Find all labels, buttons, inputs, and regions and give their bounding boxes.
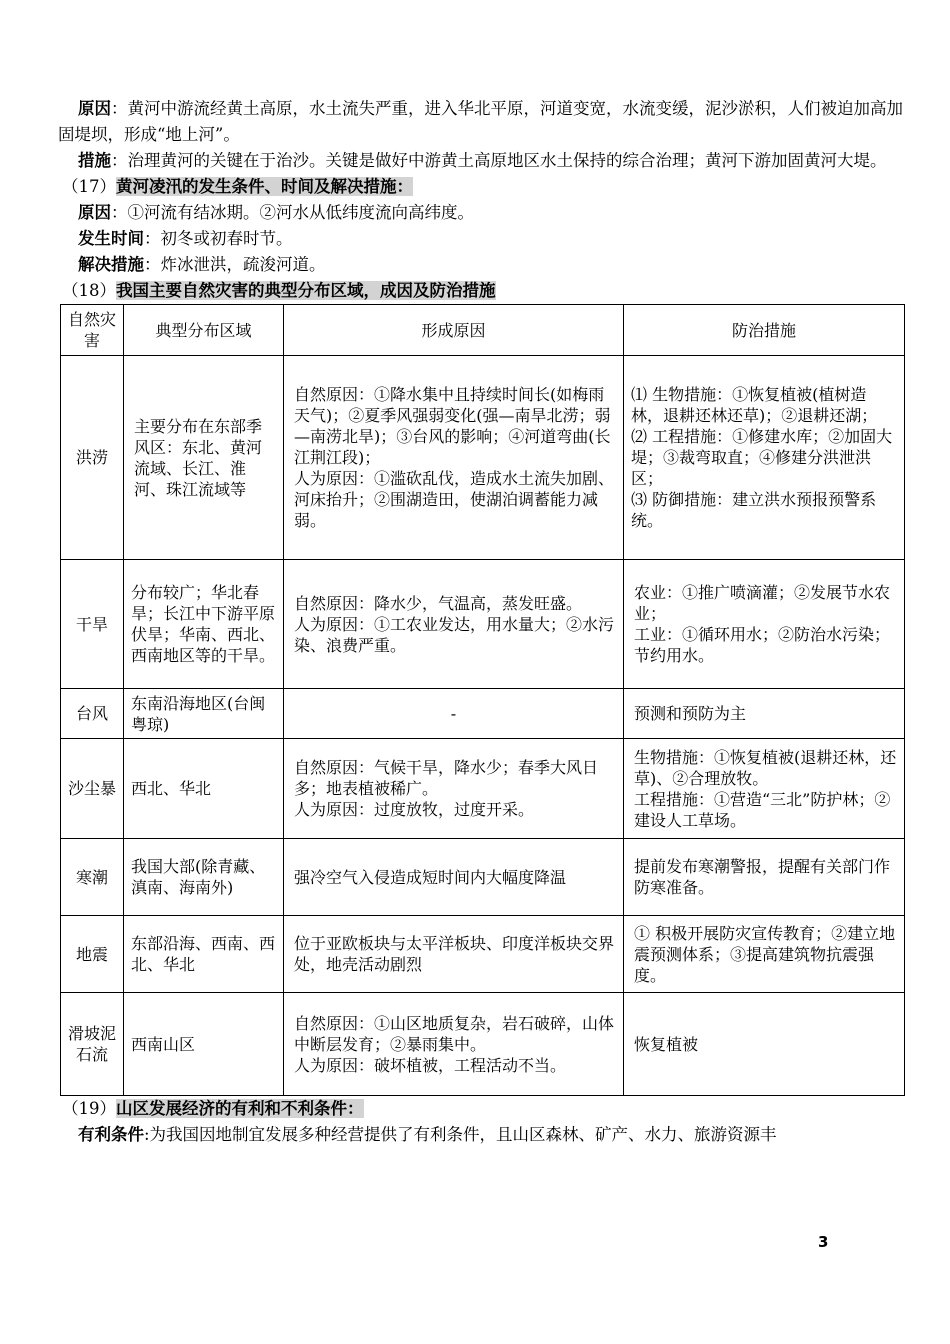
- cell-cause: 自然原因：①山区地质复杂，岩石破碎，山体中断层发育；②暴雨集中。 人为原因：破坏植被，工程活动不当。: [284, 993, 624, 1096]
- cell-region: 西南山区: [124, 993, 284, 1096]
- cell-cause: 自然原因：①降水集中且持续时间长(如梅雨天气)；②夏季风强弱变化(强—南旱北涝；弱—南涝北旱)；③台风的影响；④河道弯曲(长江荆江段)； 人为原因：①滥砍乱伐，造成水土流失加剧、河床抬升；②围湖造田，使湖泊调蓄能力减弱。: [284, 356, 624, 560]
- cell-measure: ⑴ 生物措施：①恢复植被(植树造林，退耕还林还草)；②退耕还湖； ⑵ 工程措施：①修建水库；②加固大堤；③裁弯取直；④修建分洪泄洪区； ⑶ 防御措施：建立洪水预报预警系统。: [624, 356, 905, 560]
- cell-disaster-name: 干旱: [61, 560, 124, 689]
- cell-disaster-name: 洪涝: [61, 356, 124, 560]
- header-cause: 形成原因: [284, 305, 624, 356]
- disaster-table: [60, 304, 905, 1096]
- cell-measure: 农业：①推广喷滴灌；②发展节水农业； 工业：①循环用水；②防治水污染；节约用水。: [624, 560, 905, 689]
- cell-region: 西北、华北: [124, 739, 284, 839]
- cell-disaster-name: 沙尘暴: [61, 739, 124, 839]
- section-19-heading: （19）山区发展经济的有利和不利条件：: [62, 1099, 364, 1118]
- paragraph-favorable-conditions: 有利条件:为我国因地制宜发展多种经营提供了有利条件，且山区森林、矿产、水力、旅游资源丰: [78, 1125, 777, 1144]
- section-18-heading: （18）我国主要自然灾害的典型分布区域，成因及防治措施: [62, 281, 496, 300]
- table-row: [61, 993, 905, 1096]
- cell-region: 主要分布在东部季风区：东北、黄河流域、长江、淮河、珠江流域等: [124, 356, 284, 560]
- document-page: [58, 96, 904, 1148]
- cell-measure: 恢复植被: [624, 993, 905, 1096]
- paragraph-ice-flood-cause: 原因：①河流有结冰期。②河水从低纬度流向高纬度。: [78, 203, 474, 222]
- table-row: [61, 739, 905, 839]
- cell-cause: 自然原因：气候干旱，降水少；春季大风日多；地表植被稀广。 人为原因：过度放牧，过度开采。: [284, 739, 624, 839]
- table-row: [61, 916, 905, 993]
- cell-cause: 强冷空气入侵造成短时间内大幅度降温: [284, 839, 624, 916]
- table-row: [61, 689, 905, 739]
- table-row: [61, 560, 905, 689]
- paragraph-ice-flood-time: 发生时间：初冬或初春时节。: [78, 229, 293, 248]
- cell-cause: -: [284, 689, 624, 739]
- page-number: 3: [818, 1233, 829, 1251]
- cell-measure: 预测和预防为主: [624, 689, 905, 739]
- paragraph-ice-flood-solution: 解决措施：炸冰泄洪，疏浚河道。: [78, 255, 326, 274]
- cell-disaster-name: 寒潮: [61, 839, 124, 916]
- header-region: 典型分布区域: [124, 305, 284, 356]
- table-row: [61, 839, 905, 916]
- table-row: [61, 356, 905, 560]
- cell-disaster-name: 滑坡泥石流: [61, 993, 124, 1096]
- cell-disaster-name: 台风: [61, 689, 124, 739]
- cell-measure: 提前发布寒潮警报，提醒有关部门作防寒准备。: [624, 839, 905, 916]
- cell-disaster-name: 地震: [61, 916, 124, 993]
- cell-cause: 位于亚欧板块与太平洋板块、印度洋板块交界处，地壳活动剧烈: [284, 916, 624, 993]
- cell-measure: ① 积极开展防灾宣传教育；②建立地震预测体系；③提高建筑物抗震强度。: [624, 916, 905, 993]
- cell-region: 东南沿海地区(台闽粤琼): [124, 689, 284, 739]
- cell-cause: 自然原因：降水少，气温高，蒸发旺盛。 人为原因：①工农业发达，用水量大；②水污染、浪费严重。: [284, 560, 624, 689]
- cell-region: 东部沿海、西南、西北、华北: [124, 916, 284, 993]
- section-17-heading: （17）黄河凌汛的发生条件、时间及解决措施：: [62, 177, 413, 196]
- paragraph-cause-yellow-river: 原因：黄河中游流经黄土高原，水土流失严重，进入华北平原，河道变宽，水流变缓，泥沙淤积，人们被迫加高加固堤坝，形成“地上河”。: [58, 99, 903, 144]
- table-header-row: [61, 305, 905, 356]
- header-measure: 防治措施: [624, 305, 905, 356]
- header-disaster: 自然灾害: [61, 305, 124, 356]
- cell-region: 我国大部(除青藏、滇南、海南外): [124, 839, 284, 916]
- paragraph-measures-yellow-river: 措施：治理黄河的关键在于治沙。关键是做好中游黄土高原地区水土保持的综合治理；黄河下游加固黄河大堤。: [78, 151, 887, 170]
- cell-region: 分布较广；华北春旱；长江中下游平原伏旱；华南、西北、西南地区等的干旱。: [124, 560, 284, 689]
- cell-measure: 生物措施：①恢复植被(退耕还林，还草)、②合理放牧。 工程措施：①营造“三北”防护林；②建设人工草场。: [624, 739, 905, 839]
